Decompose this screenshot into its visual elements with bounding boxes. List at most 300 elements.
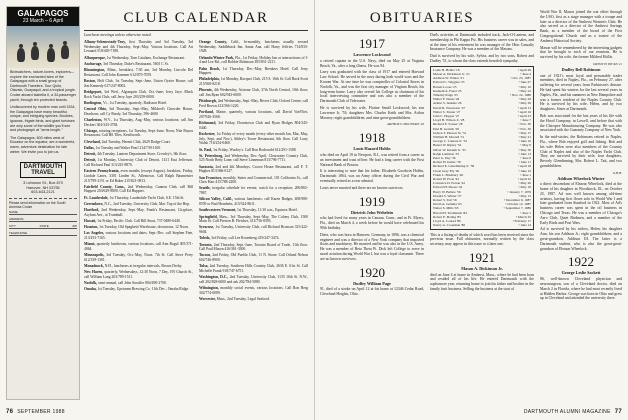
club-details: various locations and dates, Sept.-Dec. call Stephen Fine, 213/253-7165. xyxy=(84,231,194,241)
death-name: Lloyd A. Conrad '86 xyxy=(433,219,461,224)
death-date: • April 26 xyxy=(517,67,531,72)
death-name: David R. Westwater '27 xyxy=(433,105,466,110)
club-details: 3rd Tuesday, Oct.-May, Noon. 7th St. Call Steve Perry 612/339-1301. xyxy=(84,253,194,262)
club-city: Monadnock, xyxy=(84,264,104,269)
death-name: William H. Morrell '31 xyxy=(433,135,465,140)
club-entry xyxy=(199,286,308,295)
club-entry xyxy=(84,101,193,106)
bird-icon xyxy=(61,45,69,59)
bird-icon xyxy=(17,48,25,62)
death-name: Timothy Paige '25 xyxy=(433,93,458,97)
obit-paragraph: In the mid-sixties, the Robinsons retired to Naples, Fla., where Bob enjoyed golf and fishing. Bob and his wife Helen were also members of the Country Club of Naples and also of the Naples Yacht Club. They are survived by their wife, four daughters, Beverly Glendinning, Mrs. Robert L. Tait, and two grandchildren. xyxy=(540,135,622,168)
right-footer xyxy=(524,409,622,415)
club-entry xyxy=(84,231,193,240)
death-date: • May 10 xyxy=(518,84,531,89)
ad-paragraph: Birdwatchers, nature-lovers, explorers—explore the enchanted isles of the Galapagos with a small group of Dartmouth Travelers. Tour Quito, Otavalo, Guayaquil, and a tropical jungle. Cruise aboard Isabella II, a 34-passenger yacht, through ten protected islands. xyxy=(10,70,76,102)
club-city: Springfield, xyxy=(199,214,218,219)
club-city: Dallas, xyxy=(84,145,95,150)
death-date: • Nov. 22, 1986 xyxy=(509,93,531,97)
club-entry xyxy=(199,132,308,146)
club-details: 1st Wednesday, Tom Catalano, Exchange Restaurant. xyxy=(106,55,186,60)
club-entry xyxy=(199,88,308,97)
club-details: 4th Tuesday, Lantern Department Store, Crowley's, 9th floor. xyxy=(97,152,188,157)
death-date: • October 12, 1987 xyxy=(505,202,531,207)
coupon-prompt: Please send information on the South America Cruise xyxy=(9,200,66,209)
ad-heading: GALAPAGOS xyxy=(7,7,79,18)
club-entry xyxy=(84,118,193,127)
death-name: John C. Hopper '27 xyxy=(433,114,460,119)
club-entry xyxy=(84,152,193,157)
club-city: Minneapolis, xyxy=(84,253,105,258)
club-details: 1st Thursday, 11:30 a.m., Equinox Hotel. xyxy=(237,208,298,213)
club-city: New Haven, xyxy=(84,270,104,275)
death-date: • June 13 xyxy=(518,151,531,156)
death-date: • June 7 xyxy=(520,118,531,123)
club-entry xyxy=(199,197,308,206)
death-name: Arthur S. Jenkins '26 xyxy=(433,101,462,106)
death-date: • Nov. 30 xyxy=(518,122,531,127)
club-details: 1st Friday of every month (every other month Jan, Mar, May, July, Sept, and Nov.), Sibley's Tower Restaurant, 6th floor. Call Larry Walsh 716/254-0460. xyxy=(199,131,309,146)
club-entry xyxy=(84,140,193,145)
club-details: quarterly luncheons, various locations, call Ann Rogul 305/371-4064. xyxy=(84,242,194,252)
address-line: 3 Lebanon St., Box 870 xyxy=(23,181,63,186)
club-city: Portland, xyxy=(199,110,214,115)
club-city: Bridgeport, xyxy=(84,89,103,94)
club-entry xyxy=(84,79,193,88)
club-details: 1st Monday, Racquet Club, 215 S. 16th St. Call Buck Scott 215/568-8218. xyxy=(199,77,308,87)
death-name: Kenneth A. Faust '25 xyxy=(433,88,462,93)
club-details: various luncheons; call Karen Badger, 408/980-8559 or Bud Hornbein, 415/324-8611. xyxy=(199,197,308,207)
death-name: Robert S. Tait '56 xyxy=(433,198,457,203)
club-details: 1st Thursday, Dec.-May, Breakers Hotel. Call Jerry Huppert. xyxy=(199,66,309,76)
club-details: 3rd Friday, Downtown Club and Ryan Hodges 804/343-0440. xyxy=(199,121,309,130)
club-details: 1st Friday, Pacific Club. Call Bill Stout, 737-0480-6440. xyxy=(97,219,181,223)
club-entry xyxy=(84,219,193,224)
death-name: Hester W. Ripley '34 xyxy=(433,143,462,148)
club-entry xyxy=(84,146,193,151)
club-entry xyxy=(84,62,193,67)
club-city: Orange County, xyxy=(199,40,228,44)
club-details: rotating receptions, 1st Tuesday, Sept.-June, Noon, Nite Bayou Restaurant. Call Hil Tiles, Kenilworth. xyxy=(84,128,193,138)
club-entry xyxy=(84,208,193,217)
obit-name: Lawrence Lockwood xyxy=(353,52,391,57)
club-details: Minn., breakfast, 7:30 am, 3rd Monday, Lincoln Del Restaurant. Call John Kammer 612/870-7059. xyxy=(84,68,193,77)
club-city: Omaha, xyxy=(84,287,97,292)
magazine-name: DARTMOUTH ALUMNI MAGAZINE xyxy=(523,409,611,415)
club-city: Charleston, xyxy=(84,117,103,122)
death-date: • March 25 xyxy=(515,214,531,219)
club-entry xyxy=(84,129,193,138)
club-details: 2nd Tuesday, Hermit Club, 2629 Dodge Court. xyxy=(101,139,171,144)
club-city: Cleveland, xyxy=(84,139,101,144)
death-date: • June 19 xyxy=(518,168,531,173)
club-details: Maine, quarterly, various locations, call David VanVliet, 207/926-3568. xyxy=(199,110,308,119)
death-date: • June 1 xyxy=(520,172,531,177)
club-city: Houston, xyxy=(84,225,99,230)
club-details: W.V., 1st Thursday, Aug.-May, various locations; call Jim Deckert 304/343-3784. xyxy=(84,117,193,127)
club-details: monthly social events, various locations. Call Ron Berg 302/774-0089. xyxy=(199,286,308,295)
club-entry xyxy=(84,90,193,99)
obit-paragraph: 91, died of a stroke on April 12 at his home at 12346 Cedar Road, Cleveland Heights, Ohio. xyxy=(320,287,424,297)
club-entry xyxy=(199,121,308,130)
death-date: • June 4 xyxy=(520,71,531,76)
club-details: N.C., 2nd Tuesday, University Club, Mar. Top of the Hop. xyxy=(104,201,191,206)
death-name: Harold H. Tredinnick '84 xyxy=(433,210,467,215)
death-name: Peter G. Day '36 xyxy=(433,156,456,161)
club-city: Toledo, xyxy=(199,236,211,241)
ad-coupon xyxy=(9,198,77,236)
club-city: Washington, D.C., xyxy=(199,275,229,280)
obit-paragraph: He is survived by his wife, Florine Small Lockwood; his son Lawrence Jr. '53; daughters Mrs. Charles Keith and Mrs. Arthur Mooney; eight grandchildren; and nine great-grandchildren. xyxy=(320,105,424,120)
obit-paragraph: a direct descendant of Eleazar Wheelock, died at the home of his daughter in Woodstock, Ill., on October 25, 1987. Ad was well known among old-time aviators, having first flown solo in World War I and later graduated from Stanford in 1922. Most of Ad's business career was spent in the oil business in Chicago and Texas. He was a member of Chicago's Aero Club, Quiet Birdmen, and a member of the Early Birds and Post Wars. xyxy=(540,182,622,225)
death-name: Ralph Lemmon '35 xyxy=(433,151,460,156)
club-city: Burlington, xyxy=(84,100,103,105)
bird-icon xyxy=(47,48,55,62)
club-details: 3rd Thursday, Sept.-May, Mildred's Chowder House, Dearborn; call Cy Burdy, 3rd Thursday, 596-4600. xyxy=(84,106,193,116)
club-city: Tucson, xyxy=(199,253,212,258)
ad-dates: 23 March – 6 April xyxy=(7,18,79,26)
death-date: • May 13 xyxy=(518,193,531,198)
club-details: 2nd Tuesday, University Club, 1135 16th St. N.W., call 202/828-6000 and ask 202/784-5880. xyxy=(199,275,309,284)
death-name: Robert E. Boling '85 xyxy=(433,214,461,219)
class-year-heading: 1922 xyxy=(568,254,594,270)
obit-paragraph: Ad is survived by his widow, Helen; his daughter Ann; his son Addison Jr.; eight grandchildren; and a great-grandson, Addison III. The latter is a Dartmouth student, who is also the great-great-grandson of Eleazar Wheelock. xyxy=(540,227,622,251)
death-date: • April 22 xyxy=(517,177,531,182)
club-city: Chicago, xyxy=(84,128,98,133)
club-city: Central Ohio, xyxy=(84,106,107,111)
club-city: Pittsburgh, xyxy=(199,99,217,104)
club-entry xyxy=(199,243,308,252)
death-name: Walter S. Mills '63 xyxy=(433,206,459,211)
death-date: • June 14 xyxy=(518,223,531,228)
obit-paragraph: Bob was associated for the last years of his life with the Hood Company, in Lowell, and before that with the Chicopee Manufacturing Company. He was also associated with the Guaranty Company of New York. xyxy=(540,113,622,133)
club-details: Holt Club, 1st Tuesday, Sept.-June, Union Oyster House; call Jim Kennedy 617/247-8002. xyxy=(84,78,193,88)
club-entry xyxy=(199,208,308,213)
death-name: Lloyd B. Wilson Jr. '28 xyxy=(433,118,465,123)
club-entry xyxy=(84,185,193,194)
club-city: Greensboro, xyxy=(84,201,104,206)
ad-body xyxy=(7,68,79,159)
ad-paragraph: The Galapagos, 600 miles west of Ecuador on the equator, are a wonderful, warm, adventure destination for late winter. We invite you to join us. xyxy=(10,135,76,154)
club-city: St. Petersburg, xyxy=(199,153,223,158)
coupon-city-state-zip-field[interactable]: CITY STATE ZIP xyxy=(9,223,77,228)
obit-paragraph: who had lived for many years in Canaan, Conn., and in Ft. Myers, Fla., died on March 4, a week before he would have celebrated his 90th birthday. xyxy=(320,216,424,230)
club-details: 2nd Friday, Old Pueblo Club, 11 N. Stone. Call Orland Nelson 602/746-8900. xyxy=(199,253,309,263)
club-details: 2nd Wednesday, Sept.-May, Rivers Club, Oxford Centre; call Fred Brown 412/566-1220. xyxy=(199,99,309,108)
club-details: first Thursday and 3rd Tuesday, 3rd Wednesday and 4th Thursday, Sept.-May. Various locations. Call Art Leonard 518/449-7188. xyxy=(84,40,193,54)
logo-line1: DARTMOUTH xyxy=(23,164,63,171)
death-date: • May 29 xyxy=(518,101,531,106)
club-details: Mass., 2nd Tuesday, Legal Seafood. xyxy=(216,297,270,302)
address-line: 603-643-2121 xyxy=(31,190,55,195)
galapagos-ad xyxy=(6,6,80,400)
obit-paragraph: Dud's activities at Dartmouth included track, Jack-O-Lantern, and membership in Phi Kappa Psi. His business career was in sales, and at the time of his retirement he was manager of the Ohio Casualty Insurance Company. He was a member of the Masons. xyxy=(430,33,534,52)
club-entry xyxy=(199,99,308,108)
club-details: 3rd Wed., Algonquin Club, Oct.-June; Jerry Jaye, Black Rock Yacht Club; call Jerry Jaye 203/259-0000. xyxy=(84,89,194,99)
club-entry xyxy=(199,176,308,185)
club-entry xyxy=(199,275,308,284)
death-date: • May 30 xyxy=(518,147,531,152)
club-entry xyxy=(199,165,308,174)
club-details: 4th Wednesday, Arizona Club, 37th North Central, 10th floor; call Jim Ryan 602/943-6000. xyxy=(199,88,309,98)
obit-paragraph: World War II, Mason joined the war effort through the USO, first as a stage manager with a troupe and later as a director of the Amherst Women's Club. He also served as a director of the Amherst Savings Bank, as a member of the board of the First Congregational Church and as a trustee of the Amherst Historical Society. xyxy=(540,10,622,43)
logo-line2: TRAVEL xyxy=(31,170,55,177)
obit-paragraph: a retired captain in the U.S. Navy, died on May 25 at Virginia Beach, Va., after a long illness. He was 94. xyxy=(320,58,424,68)
club-city: Bloomington, xyxy=(84,68,106,73)
club-city: Wilmington, xyxy=(199,286,219,291)
club-details: 1st Tuesday, Upstream Brewing Co. 11th Dec., Omaha Ridge. xyxy=(97,287,190,292)
club-city: Philadelphia, xyxy=(199,77,220,82)
club-details: 2nd Tuesday, Southern Hills Country Club, 2636 E. 61st St. Call Michelle Frank 918/747-6751. xyxy=(199,264,308,274)
address-line: Hanover, NH 03755 xyxy=(26,185,60,190)
obit-paragraph: Mason will be remembered by the interesting gadgets that he brought to each of our reunions. He is survived by his wife, the former Mildred Hollis. xyxy=(540,45,622,60)
club-details: 1st Tuesday and Walter Pearl 214/739-1100. xyxy=(95,145,161,150)
club-details: Mass., 3rd Thursday, Sept.-May, The Colony Club, 1500 Main St. Call Preston B. Fletcher, 413/736-8393. xyxy=(199,214,308,224)
club-entry xyxy=(84,202,193,207)
club-details: 1st Friday, Wooley's. Call Ron Rodewald 612/291-1588. xyxy=(213,147,297,152)
class-year-heading: 1919 xyxy=(359,193,385,209)
obit-name: Louis Hazard Hobbs xyxy=(353,146,391,152)
death-date: • February 17 xyxy=(512,219,531,224)
club-entry xyxy=(199,264,308,273)
club-city: Southwestern Vermont, xyxy=(199,208,237,213)
club-details: N.H., luncheons at irregular intervals, Brown Derby. xyxy=(104,264,183,269)
dartmouth-travel-logo xyxy=(7,161,79,179)
death-date: • June 1 xyxy=(520,210,531,215)
club-city: Phoenix, xyxy=(199,88,213,93)
club-city: Detroit, xyxy=(84,158,97,163)
death-date: • May 22 xyxy=(518,88,531,93)
club-city: Detroit, xyxy=(84,152,97,157)
obituaries-columns xyxy=(320,33,534,401)
club-city: Orlando/Winter Park, xyxy=(199,55,235,60)
death-name: Barrett Loose '23 xyxy=(433,84,457,89)
death-date: • May 20 xyxy=(518,181,531,186)
death-name: Robert H. Keller '38 xyxy=(433,160,461,165)
death-date: • April 16 xyxy=(517,109,531,114)
class-year-heading: 1921 xyxy=(469,249,495,265)
bird-icon xyxy=(31,46,39,60)
obit-paragraph: one of 1921's most loyal and personable trader members, died in Naples, Fla., on February 27, after suffering for several years from Parkinson's disease. He had spent his winters for the last several years in Naples, Fla., and his summers in New Hampshire and was a former resident of the Naples Country Club. He is survived by his wife, Helen, and by two daughters. Sister at Dartmouth. xyxy=(540,73,622,112)
club-entry xyxy=(84,68,193,77)
class-year-heading: 1920 xyxy=(359,264,385,280)
club-details: 1st Tuesday, Old Spaghetti Warehouse, downtown, 12 Noon. xyxy=(99,225,189,230)
club-entry xyxy=(84,281,193,286)
club-details: Fla., 1st Friday, Holiday Inn at intersections of I-4 and Lee Rd., call Robbie Robinson 305/831-2211. xyxy=(199,55,309,65)
club-city: Palm Beach, xyxy=(199,66,221,71)
club-city: Albany-Schenectady-Troy, xyxy=(84,40,126,44)
club-entry xyxy=(199,56,308,65)
club-city: Ft. Lauderdale, xyxy=(84,195,109,200)
club-entry xyxy=(199,40,308,54)
club-entry xyxy=(199,110,308,119)
death-date: • April 23 xyxy=(517,114,531,119)
death-date: • Oct. 25, 1987 xyxy=(510,76,531,81)
death-name: David A. Gemma '65 xyxy=(433,202,462,207)
club-entry xyxy=(84,158,193,167)
divider xyxy=(84,30,308,31)
club-city: Toronto, xyxy=(199,242,213,247)
club-city: Silicon Valley, Calif., xyxy=(199,197,233,202)
page-number: 76 xyxy=(6,409,14,415)
club-entry xyxy=(84,270,193,279)
obit-name: Mason A. Dickinson Jr. xyxy=(461,265,503,271)
left-footer xyxy=(6,409,65,415)
club-details: Vt., 1st Tuesday, quarterly, Radisson Hotel. xyxy=(103,100,168,105)
club-entry xyxy=(199,186,308,195)
club-city: Sarasota, xyxy=(199,164,214,169)
club-details: 1st Tuesday, University Club, call Richard Bronson 315/422-9604. xyxy=(199,225,309,235)
club-details: quarterly, Wednesdays, 12:30 Noon, 7 Day, 195 Church St., call William Lang 203/789-1511. xyxy=(84,270,194,280)
death-name: Edward C. Wiggins '23 xyxy=(433,80,465,85)
obit-name: Addison Wheelock Winter xyxy=(557,175,605,181)
obit-name: Dietrich John Wehrlein xyxy=(350,209,394,215)
death-name: Richard E. Souser '28 xyxy=(433,122,463,127)
club-entry xyxy=(84,169,193,183)
death-name: Judson T. Pierson Sr. '31 xyxy=(433,130,467,135)
club-city: Syracuse, xyxy=(199,225,215,230)
obit-paragraph: 86, well-known Cleveland physician and neurosurgeon, son of a Cleveland doctor, died on March 2 in Florida, where he had most recently lived at Hidden Harbor. George was born in Ohio and grew up in Cleveland and attended the university there. xyxy=(540,277,622,301)
club-details: 2nd Wednesday, Dec.-April, Clearwater Country Club, 525 North Betty Lane; call Steve Linneman 813/796-7711. xyxy=(199,153,308,163)
club-entry xyxy=(199,77,308,86)
death-name: Cleon Gray Ely '40 xyxy=(433,168,460,173)
club-entry xyxy=(84,253,193,262)
club-entry xyxy=(84,287,193,292)
club-entry xyxy=(199,225,308,234)
obituaries-title: OBITUARIES xyxy=(369,10,475,26)
club-entry xyxy=(199,297,308,302)
death-name: Walter F. Nauss '26 xyxy=(433,97,460,102)
club-entry xyxy=(84,264,193,269)
obit-signature: O.H.H. xyxy=(612,170,622,175)
club-entry xyxy=(199,215,308,224)
club-details: Calif., bi-monthly, luncheons usually second Wednesday, Saddleback Inn, Santa Ana, call Harry Jeffries 714/833-1928. xyxy=(199,40,308,54)
obituary-continuation-column xyxy=(540,10,622,402)
club-entry xyxy=(84,56,193,61)
page-number: 77 xyxy=(614,409,622,415)
club-city: Worcester, xyxy=(199,297,216,302)
class-year-heading: 1918 xyxy=(359,130,385,146)
ad-photo-birds xyxy=(7,26,79,68)
club-city: St. Paul, xyxy=(199,147,213,152)
right-page xyxy=(314,0,628,420)
club-details: irregular schedule for events; watch for a reception; 206/865-7867. xyxy=(199,186,309,196)
death-date: • June 6 xyxy=(520,156,531,161)
death-date: • January 7, 1976 xyxy=(507,189,531,194)
death-date: • Nov. 30 xyxy=(518,126,531,131)
death-name: Mason A. Dickinson Jr. '21 xyxy=(433,71,470,76)
club-listing xyxy=(84,40,308,400)
club-entry xyxy=(84,107,193,116)
death-date: • September 7, 1986 xyxy=(503,206,531,211)
death-date: • May 21 xyxy=(518,135,531,140)
coupon-telephone-field[interactable]: TELEPHONE xyxy=(9,230,77,236)
deaths-box xyxy=(430,66,534,230)
club-entry xyxy=(199,253,308,262)
club-city: Miami, xyxy=(84,242,96,247)
club-entry xyxy=(199,148,308,153)
obit-paragraph: Larry was graduated with the class of 1917 and entered Harvard Law School. He served in the navy during both world wars and the Korean War. At one time he was comptroller of Colonial Stores in Norfolk, Va., and was the first city manager of Virginia Beach, his long-term home. Larry also served his College as chairman of his local interviewing committee and was also a member of the Dartmouth Club of Tidewater. xyxy=(320,70,424,104)
death-name: Lawrence D. Ferran '42 xyxy=(433,181,466,186)
obit-paragraph: Louis never married and there are no known survivors. xyxy=(320,185,404,190)
death-date: • June 11 xyxy=(518,160,531,165)
club-city: Hawaii, xyxy=(84,219,97,223)
death-list-intro: This is a listing of deaths of which word has been received since the previous issue. Full obituaries, normally written by the class secretary, may appear in this issue or a later one. xyxy=(430,232,534,247)
club-city: Richmond, xyxy=(199,121,217,126)
issue-date: SEPTEMBER 1988 xyxy=(17,409,65,415)
club-city: Hartford, xyxy=(84,208,100,213)
obit-paragraph: Dud is survived by his wife, Sylvia, and by two sons, Robert and Dudley '51, to whom the class extends heartfelt sympathy. xyxy=(430,54,534,63)
club-entry xyxy=(199,154,308,163)
club-entry xyxy=(84,225,193,230)
club-details: semi-annual, call John Stouffer 804/490-2700. xyxy=(98,281,167,286)
death-date: • June 10 xyxy=(518,139,531,144)
club-details: 2nd Wednesday, Sept.-May, Frank's Restaurant, Cityplace, Asylum Ave., at Trumbull. xyxy=(84,208,193,217)
ad-address xyxy=(7,181,79,195)
club-entry xyxy=(199,67,308,76)
obit-name: George Leslie Sackett xyxy=(561,270,601,276)
club-city: Eastern Pennsylvania, xyxy=(84,169,120,174)
death-name: Frank L. Bradbury '40 xyxy=(433,172,464,177)
death-date: • December 9, 1987 xyxy=(504,198,531,203)
death-list-row xyxy=(433,223,531,227)
club-entry xyxy=(84,242,193,251)
death-date: • May 18 xyxy=(518,185,531,190)
ad-paragraph: Undiscovered by modern man until 1534, the Galapagos have many beautiful, unique, and intriguing species. Boobies, iguanas, frigate birds, and giant tortoises are only some of the wildlife you'll see and photograph at "arms length." xyxy=(10,105,76,133)
death-name: Edward H. Moses '43 xyxy=(433,185,463,190)
club-city: Fairfield County, Conn., xyxy=(84,184,126,189)
club-calendar-title: CLUB CALENDAR xyxy=(123,10,269,26)
death-date: • April 13 xyxy=(517,105,531,110)
obit-signature: ARTHUR V. MOUNTAIN '40 xyxy=(387,122,424,127)
death-name: Paul B. Gerrish '29 xyxy=(433,126,459,131)
death-date: • May 6 xyxy=(520,143,531,148)
club-details: 1st Monday, University Club of Detroit, 1411 East Jefferson. Call Richard Paul 313/225-8876. xyxy=(84,158,193,167)
club-city: Anchorage, xyxy=(84,61,103,66)
death-name: Louis H. Hobbs '18 xyxy=(433,67,460,72)
club-details: monthly, Sutter and Commercial, 101 California St., call Chris Hart 415/788-2200. xyxy=(199,175,309,185)
club-intro: Luncheon meetings unless otherwise noted. xyxy=(84,33,152,37)
death-name: Donald S. Winter '57 xyxy=(433,193,462,198)
death-date: • May 17 xyxy=(518,130,531,135)
obit-name: Dudley Bell Robinson xyxy=(561,66,601,72)
obit-paragraph: It is interesting to note that his father, Elisabeth Goodwin Hobbs, Dartmouth 1864, was an Army officer during the Civil War and eventually retired as a rear admiral. xyxy=(320,169,424,183)
club-entry xyxy=(84,40,193,54)
coupon-name-field[interactable]: NAME xyxy=(9,209,77,215)
obit-signature: ORTON H. HICKS '21 xyxy=(593,61,622,66)
coupon-address-field[interactable]: ADDRESS xyxy=(9,216,77,222)
death-name: Oliver W. Knauth Jr. '35 xyxy=(433,147,466,152)
obit-name: Dudley William Page xyxy=(353,280,391,286)
death-date: • April 18 xyxy=(517,164,531,169)
club-details: 2nd and 4th Mondays, Crown House Restaurant, call F. T. Hughes 813/366-6127. xyxy=(199,164,308,174)
club-entry xyxy=(199,236,308,241)
death-date: • May 29 xyxy=(518,97,531,102)
death-name: Richard E. Glendinning Jr. '39 xyxy=(433,164,475,169)
club-details: 3rd Thursday, Duke's Restaurant, 5601 C St. xyxy=(103,61,169,66)
death-name: Addison W. Winter '21 xyxy=(433,76,464,81)
divider xyxy=(320,30,536,31)
club-city: Albuquerque, xyxy=(84,55,106,60)
club-details: 2nd Wednesday, Cannon Club, call Bill Huppert 203/629-8800. Call Ed Huppert. xyxy=(84,184,193,194)
class-year-heading: 1917 xyxy=(359,36,385,51)
club-city: Rochester, xyxy=(199,131,216,136)
club-city: Seattle, xyxy=(199,186,211,191)
club-entry xyxy=(84,196,193,201)
club-details: 3rd Friday, call Lee Rosenberg 419/247-3474. xyxy=(211,236,280,241)
obit-paragraph: Dietz, who was born in Hanover, Germany, in 1896, was a chemical engineer and was a director of a New York company that imported floats and machinery. He married and he was also in the U.S. Army. He was a member of Beta Theta Pi. Dick left College to serve in naval aviation during World War I, but was a loyal classmate. There are no known survivors. xyxy=(320,232,424,261)
death-name: Nancy A. Crossman '86 xyxy=(433,223,466,228)
